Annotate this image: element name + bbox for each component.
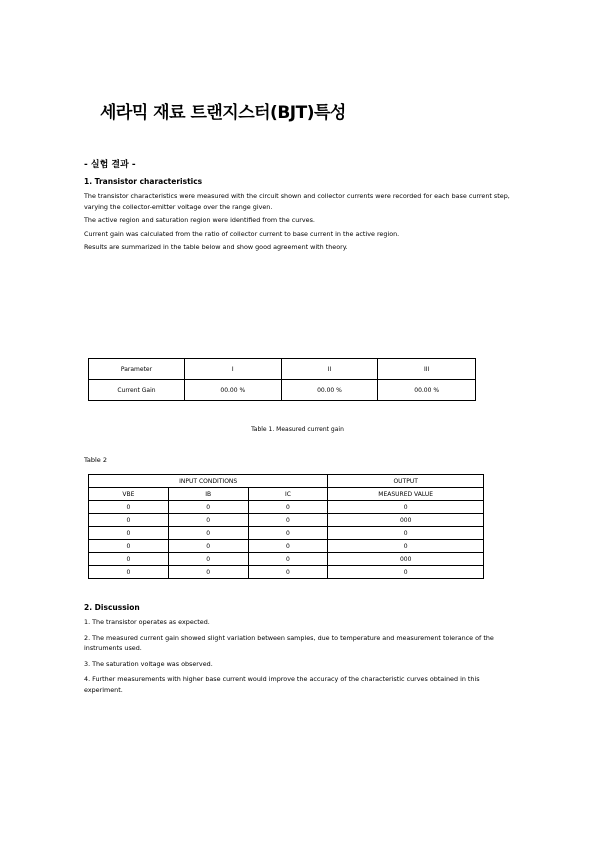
table-cell: 0: [89, 514, 169, 527]
table-cell: 00.00 %: [184, 380, 281, 401]
table-row: [89, 540, 484, 553]
table-cell: 0: [89, 553, 169, 566]
list-item: 2. The measured current gain showed slight variation between samples, due to temperature and measurement tolerance of the instruments used.: [84, 633, 494, 652]
paragraph: Current gain was calculated from the ratio of collector current to base current in the active region.: [84, 229, 400, 238]
table-cell: 0: [89, 566, 169, 579]
discussion-list: [84, 617, 514, 700]
list-item: 1. The transistor operates as expected.: [84, 618, 210, 626]
table-cell: 0: [248, 514, 328, 527]
table-row: [89, 359, 476, 380]
subheading-discussion: 2. Discussion: [84, 603, 140, 612]
table-header-cell: MEASURED VALUE: [328, 488, 484, 501]
table-row: [89, 514, 484, 527]
paragraph-block: [84, 191, 514, 256]
paragraph: The transistor characteristics were measured with the circuit shown and collector currents were recorded for each base current step, varying the collector-emitter voltage over the range given.: [84, 192, 510, 211]
section-heading: - 실험 결과 -: [84, 160, 136, 170]
table-cell: 0: [168, 501, 248, 514]
document-title: 세라믹 재료 트랜지스터(BJT)특성: [100, 103, 346, 123]
table-cell: 0: [168, 566, 248, 579]
table-cell: 0: [248, 553, 328, 566]
table-cell: II: [281, 359, 378, 380]
table-cell: 0: [328, 501, 484, 514]
table-cell: 00.00 %: [378, 380, 476, 401]
table-cell: 0: [248, 527, 328, 540]
table-cell: III: [378, 359, 476, 380]
table-cell: I: [184, 359, 281, 380]
list-item: 3. The saturation voltage was observed.: [84, 659, 213, 668]
table-cell: 0: [89, 527, 169, 540]
table-cell: 0: [248, 566, 328, 579]
table-row: [89, 501, 484, 514]
table-subheader-row: [89, 488, 484, 501]
table2-label: Table 2: [84, 456, 108, 464]
table-header-cell: IC: [248, 488, 328, 501]
table-header-cell: IB: [168, 488, 248, 501]
table-row: [89, 553, 484, 566]
table-caption: Table 1. Measured current gain: [251, 426, 344, 433]
table-cell: 0: [89, 540, 169, 553]
table-cell: Current Gain: [89, 380, 185, 401]
table-header-cell: OUTPUT: [328, 475, 484, 488]
table-cell: 0: [168, 540, 248, 553]
table-cell: 000: [328, 514, 484, 527]
table-row: [89, 566, 484, 579]
measurement-table: [88, 474, 484, 579]
list-item: 4. Further measurements with higher base current would improve the accuracy of the characteristic curves obtained in this experiment.: [84, 675, 480, 694]
table-cell: 0: [168, 514, 248, 527]
table-cell: 0: [328, 527, 484, 540]
table-header-cell: INPUT CONDITIONS: [89, 475, 328, 488]
subheading-characteristics: 1. Transistor characteristics: [84, 177, 203, 186]
table-cell: 0: [248, 540, 328, 553]
table-cell: 0: [328, 566, 484, 579]
table-header-row: [89, 475, 484, 488]
table-cell: 0: [328, 540, 484, 553]
table-header-cell: VBE: [89, 488, 169, 501]
table-cell: Parameter: [89, 359, 185, 380]
table-row: [89, 380, 476, 401]
table-cell: 0: [168, 527, 248, 540]
table-cell: 0: [89, 501, 169, 514]
table-row: [89, 527, 484, 540]
current-gain-table: [88, 358, 476, 401]
table-cell: 0: [248, 501, 328, 514]
table-cell: 00.00 %: [281, 380, 378, 401]
paragraph: The active region and saturation region were identified from the curves.: [84, 216, 315, 224]
paragraph: Results are summarized in the table below and show good agreement with theory.: [84, 243, 348, 251]
table-cell: 000: [328, 553, 484, 566]
table-cell: 0: [168, 553, 248, 566]
